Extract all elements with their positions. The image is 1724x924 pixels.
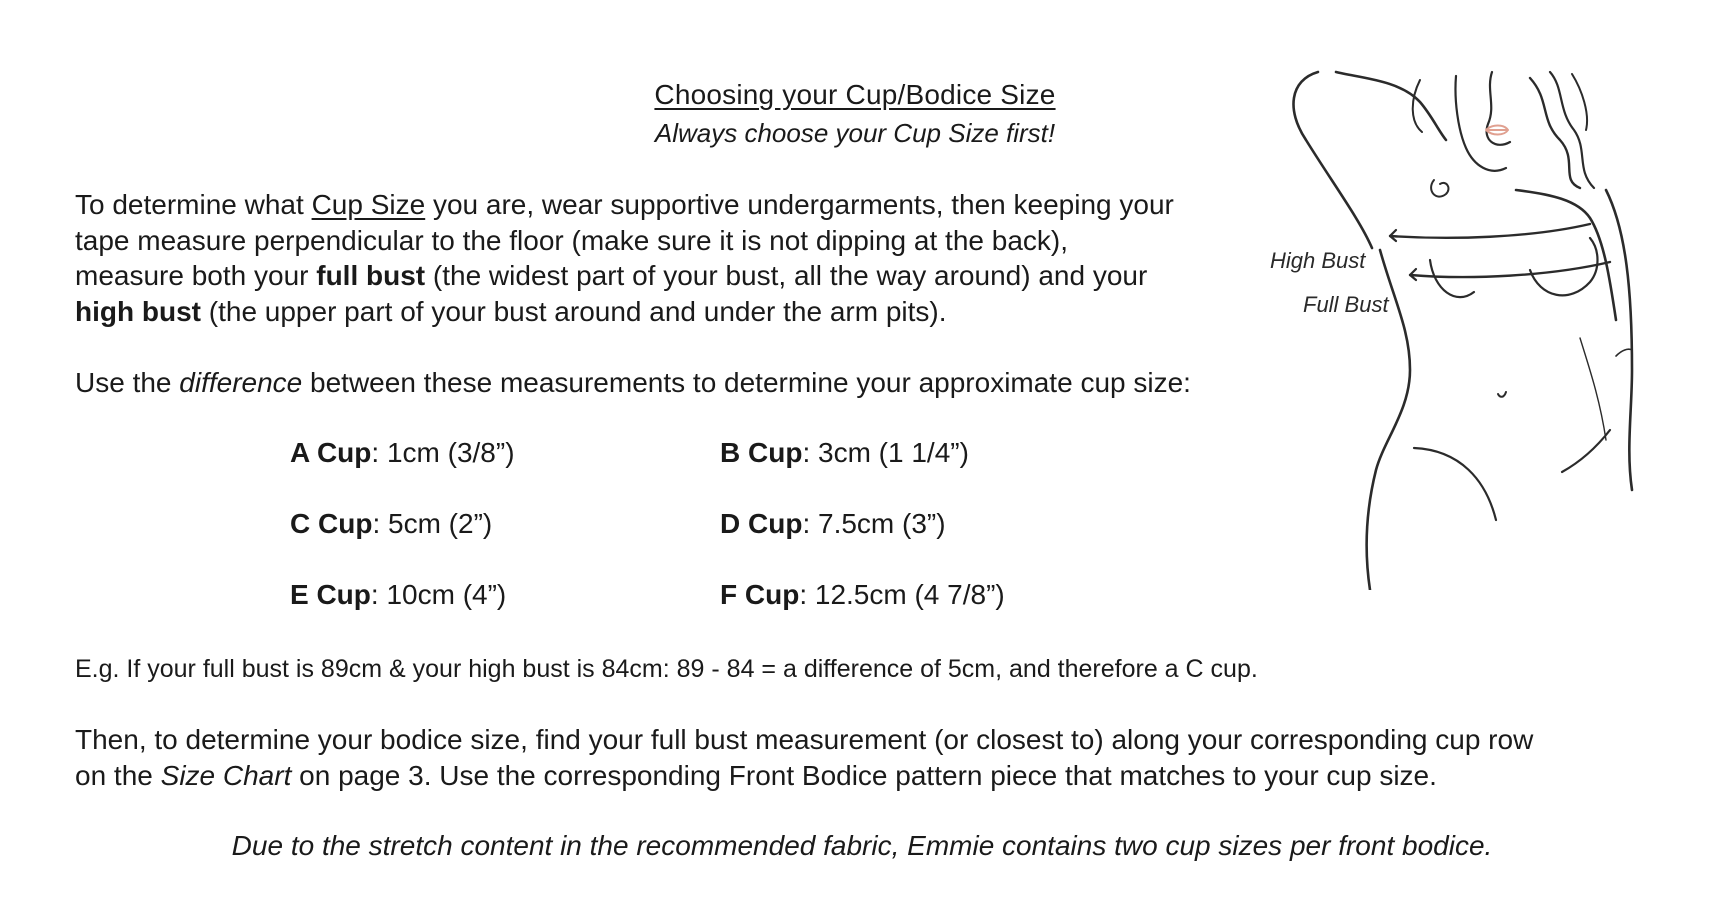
size-chart-term: Size Chart [160, 760, 292, 791]
stretch-note: Due to the stretch content in the recommended fabric, Emmie contains two cup sizes per front bodice. [231, 830, 1493, 861]
shoulder-outline [1516, 190, 1616, 320]
full-bust-term: full bust [316, 260, 426, 291]
bodice-line-2: on the Size Chart on page 3. Use the corresponding Front Bodice pattern piece that matches to your cup size. [75, 760, 1437, 791]
high-bust-line [1390, 224, 1590, 238]
navel-mark [1498, 392, 1506, 397]
left-bust-curve [1430, 260, 1474, 297]
bodice-line-1: Then, to determine your bodice size, find your full bust measurement (or closest to) along your corresponding cup row [75, 724, 1534, 755]
bodice-paragraph [75, 722, 1533, 794]
intro-line-4: high bust (the upper part of your bust around and under the arm pits). [75, 295, 947, 327]
intro-line-2: tape measure perpendicular to the floor (make sure it is not dipping at the back), [75, 224, 1068, 256]
page-title: Choosing your Cup/Bodice Size [654, 79, 1056, 110]
intro-line-1: To determine what Cup Size you are, wear supportive undergarments, then keeping your [75, 189, 1174, 220]
cup-e: E Cup: 10cm (4”) [290, 579, 507, 610]
body-measurement-illustration [1260, 70, 1650, 590]
full-bust-line [1410, 262, 1610, 277]
thigh-line [1562, 430, 1610, 472]
page-subtitle: Always choose your Cup Size first! [654, 118, 1056, 148]
cup-a: A Cup: 1cm (3/8”) [290, 437, 515, 468]
face-outline [1455, 76, 1506, 171]
lips-icon [1486, 126, 1508, 135]
full-bust-label: Full Bust [1303, 292, 1389, 317]
raised-arm-outline [1294, 72, 1373, 248]
high-bust-label: High Bust [1270, 248, 1366, 273]
arm-inner-outline [1336, 72, 1446, 140]
cup-d: D Cup: 7.5cm (3”) [720, 508, 946, 539]
cup-b: B Cup: 3cm (1 1/4”) [720, 437, 969, 468]
difference-paragraph: Use the difference between these measurements to determine your approximate cup size: [75, 367, 1191, 398]
difference-term: difference [179, 367, 303, 398]
cup-f: F Cup: 12.5cm (4 7/8”) [720, 579, 1005, 610]
intro-line-3: measure both your full bust (the widest part of your bust, all the way around) and your [75, 260, 1148, 291]
cup-size-term: Cup Size [311, 189, 426, 220]
intro-paragraph [75, 187, 1174, 329]
right-torso-outline [1606, 190, 1632, 490]
hip-crease [1414, 448, 1496, 520]
example-text: E.g. If your full bust is 89cm & your high bust is 84cm: 89 - 84 = a difference of 5cm, and therefore a C cup. [75, 655, 1258, 683]
cup-c: C Cup: 5cm (2”) [290, 508, 493, 539]
high-bust-term: high bust [75, 295, 201, 327]
